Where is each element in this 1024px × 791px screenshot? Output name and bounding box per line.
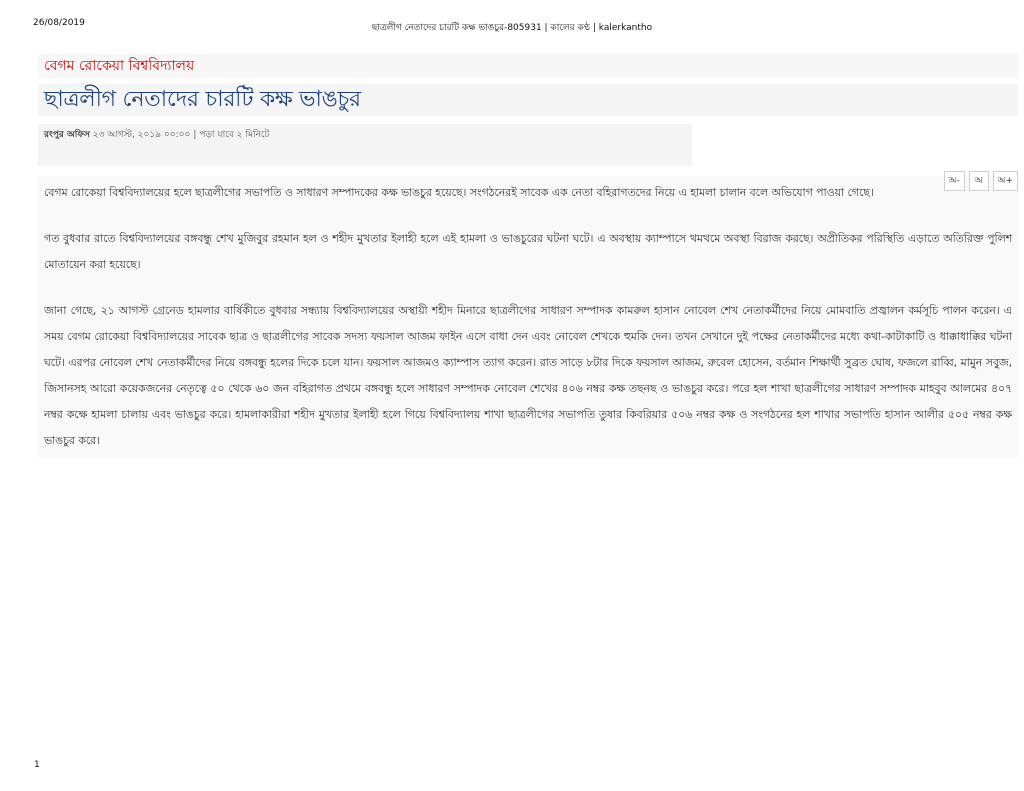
- article-kicker[interactable]: [38, 54, 1018, 78]
- font-reset-button[interactable]: অ: [969, 171, 989, 191]
- print-date: 26/08/2019: [33, 18, 85, 28]
- publish-date: ২৩ আগস্ট, ২০১৯ ০০:০০: [92, 130, 191, 140]
- font-size-controls: [944, 171, 1018, 191]
- font-decrease-button[interactable]: অ-: [944, 171, 965, 191]
- print-page-title: ছাত্রলীগ নেতাদের চারটি কক্ষ ভাঙচুর-805931 | কালের কণ্ঠ | kalerkantho: [371, 23, 653, 33]
- meta-separator: |: [193, 130, 197, 140]
- article-paragraph: জানা গেছে, ২১ আগস্ট গ্রেনেড হামলার বার্ষিকীতে বুধবার সন্ধ্যায় বিশ্ববিদ্যালয়ের অস্থায়ী শহীদ মিনারে ছাত্রলীগের সাধারণ সম্পাদক কামরুল হাসান নোবেল শেখ নেতাকর্মীদের নিয়ে মোমবাতি প্রজ্বালন কর্মসূচি পালন করেন। এ সময় বেগম রোকেয়া বিশ্ববিদ্যালয়ের সাবেক ছাত্র ও ছাত্রলীগের সাবেক সদস্য ফয়সাল আজম ফাইন এসে বাধা দেন এবং নোবেল শেখকে হুমকি দেন। তখন সেখানে দুই পক্ষের নেতাকর্মীদের মধ্যে কথা-কাটাকাটি ও ধাক্কাধাক্কির ঘটনা ঘটে। এরপর নোবেল শেখ নেতাকর্মীদের নিয়ে বঙ্গবন্ধু হলের দিকে চলে যান। ফয়সাল আজমও ক্যাম্পাস ত্যাগ করেন। রাত সাড়ে ৮টার দিকে ফয়সাল আজম, রুবেল হোসেন, বর্তমান শিক্ষার্থী সুব্রত ঘোষ, ফজলে রাব্বি, মামুন সবুজ, জিসানসহ আরো কয়েকজনের নেতৃত্বে ৫০ থেকে ৬০ জন বহিরাগত প্রথমে বঙ্গবন্ধু হলে সাধারণ সম্পাদক নোবেল শেখের ৪০৬ নম্বর কক্ষ তছনছ ও ভাঙচুর করে। পরে হল শাখা ছাত্রলীগের সাধারণ সম্পাদক মাহবুব আলমের ৪০৭ নম্বর কক্ষে হামলা চালায় এবং ভাঙচুর করে। হামলাকারীরা শহীদ মুখতার ইলাহী হলে গিয়ে বিশ্ববিদ্যালয় শাখা ছাত্রলীগের সভাপতি তুষার কিবরিয়ার ৫০৬ নম্বর কক্ষ ও সংগঠনের হল শাখার সভাপতি হাসান আলীর ৫০৫ নম্বর কক্ষ ভাঙচুর করে।: [44, 304, 1012, 447]
- article-paragraph: গত বুধবার রাতে বিশ্ববিদ্যালয়ের বঙ্গবন্ধু শেখ মুজিবুর রহমান হল ও শহীদ মুখতার ইলাহী হলে এই হামলা ও ভাঙচুরের ঘটনা ঘটে। এ অবস্থায় ক্যাম্পাসে থমথমে অবস্থা বিরাজ করছে। অপ্রীতিকর পরিস্থিতি এড়াতে অতিরিক্ত পুলিশ মোতায়েন করা হয়েছে।: [44, 232, 1012, 271]
- article-body: [38, 176, 1018, 458]
- page-number: 1: [34, 760, 40, 770]
- article-headline: ছাত্রলীগ নেতাদের চারটি কক্ষ ভাঙচুর: [38, 84, 1018, 116]
- article-paragraph: বেগম রোকেয়া বিশ্ববিদ্যালয়ের হলে ছাত্রলীগের সভাপতি ও সাধারণ সম্পাদকের কক্ষ ভাঙচুর হয়েছে। সংগঠনেরই সাবেক এক নেতা বহিরাগতদের নিয়ে এ হামলা চালান বলে অভিযোগ পাওয়া গেছে।: [44, 186, 874, 199]
- author-name: রংপুর অফিস: [44, 130, 90, 140]
- kicker-text[interactable]: বেগম রোকেয়া বিশ্ববিদ্যালয়: [44, 58, 195, 74]
- article: [38, 54, 1018, 458]
- read-time: পড়া যাবে ২ মিনিটে: [199, 130, 270, 140]
- print-header: [0, 18, 1024, 34]
- article-meta: [38, 124, 692, 166]
- font-increase-button[interactable]: অ+: [993, 171, 1018, 191]
